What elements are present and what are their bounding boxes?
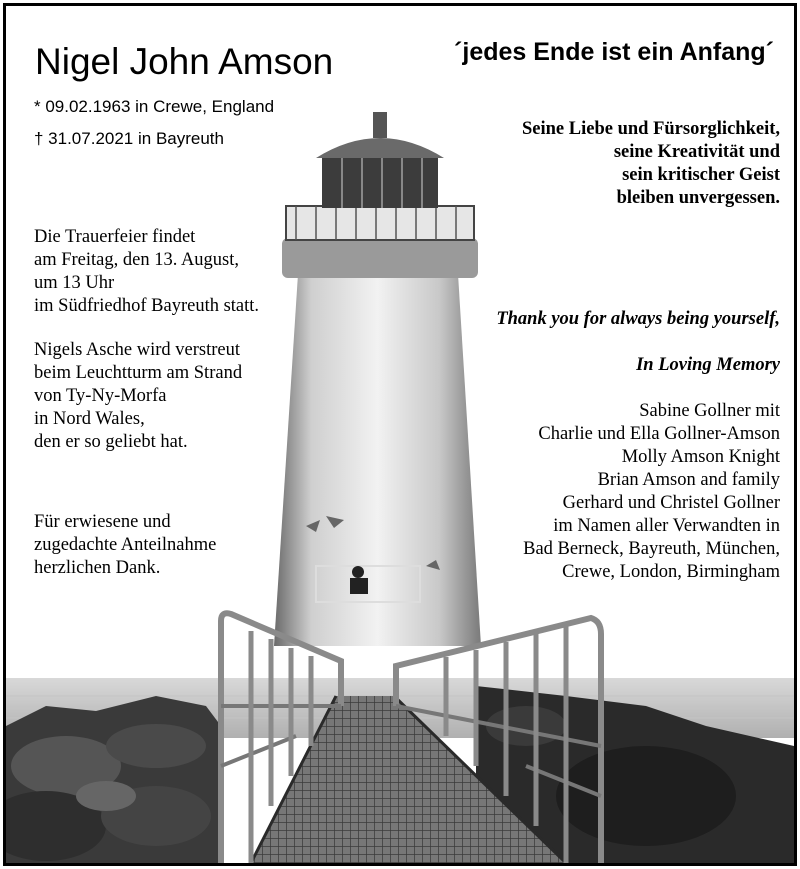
thanks-line: Für erwiesene und bbox=[34, 512, 171, 532]
mourner-line: Brian Amson and family bbox=[597, 470, 780, 490]
ashes-info bbox=[34, 339, 242, 454]
thanks-line: zugedachte Anteilnahme bbox=[34, 535, 217, 555]
deceased-name: Nigel John Amson bbox=[35, 41, 334, 82]
mourner-line: Crewe, London, Birmingham bbox=[562, 562, 780, 582]
ashes-line: von Ty-Ny-Morfa bbox=[34, 386, 167, 406]
tribute-line: Seine Liebe und Fürsorglichkeit, bbox=[522, 119, 780, 139]
mourner-line: Molly Amson Knight bbox=[621, 447, 780, 467]
funeral-line: am Freitag, den 13. August, bbox=[34, 250, 240, 270]
mourner-line: Charlie und Ella Gollner-Amson bbox=[538, 424, 780, 444]
funeral-info bbox=[34, 226, 259, 318]
mourner-line: Bad Berneck, Bayreuth, München, bbox=[523, 539, 780, 559]
funeral-line: im Südfriedhof Bayreuth statt. bbox=[34, 296, 260, 316]
mourner-line: im Namen aller Verwandten in bbox=[553, 516, 780, 536]
tribute-line: bleiben unvergessen. bbox=[616, 188, 780, 208]
birth-date: * 09.02.1963 in Crewe, England bbox=[34, 97, 275, 116]
thanks-text bbox=[34, 511, 216, 580]
thanks-line: herzlichen Dank. bbox=[34, 558, 161, 578]
motto: ´jedes Ende ist ein Anfang´ bbox=[454, 38, 774, 66]
ashes-line: Nigels Asche wird verstreut bbox=[34, 340, 241, 360]
in-loving-memory: In Loving Memory bbox=[636, 355, 780, 375]
funeral-line: um 13 Uhr bbox=[34, 273, 115, 293]
death-date: † 31.07.2021 in Bayreuth bbox=[34, 129, 224, 148]
tribute-text bbox=[522, 118, 780, 210]
ashes-line: beim Leuchtturm am Strand bbox=[34, 363, 243, 383]
mourner-line: Gerhard und Christel Gollner bbox=[562, 493, 780, 513]
mourners-list bbox=[523, 400, 780, 584]
obituary-notice bbox=[3, 3, 797, 866]
ashes-line: in Nord Wales, bbox=[34, 409, 145, 429]
ashes-line: den er so geliebt hat. bbox=[34, 432, 188, 452]
mourner-line: Sabine Gollner mit bbox=[639, 401, 780, 421]
tribute-line: sein kritischer Geist bbox=[622, 165, 780, 185]
funeral-line: Die Trauerfeier findet bbox=[34, 227, 196, 247]
tribute-line: seine Kreativität und bbox=[613, 142, 780, 162]
english-thanks: Thank you for always being yourself, bbox=[496, 309, 780, 329]
